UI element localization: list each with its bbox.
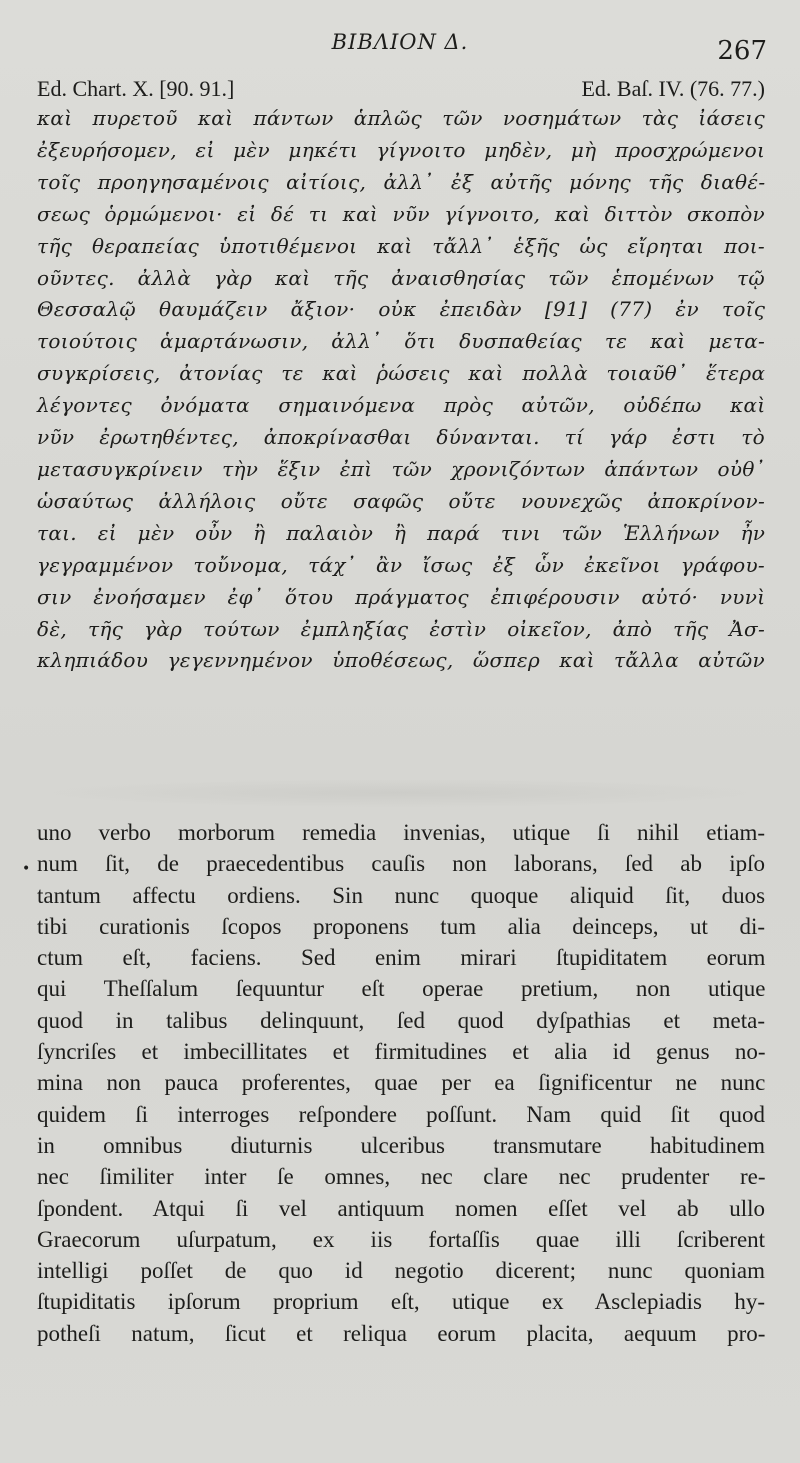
greek-line: τοῖς προηγησαμένοις αἰτίοις, ἀλλ᾽ ἐξ αὐτῆς μόνης τῆς διαθέ- [37, 169, 766, 194]
greek-line: σεως ὁρμώμενοι· εἰ δέ τι καὶ νῦν γίγνοιτο, καὶ διττὸν σκοπὸν [37, 201, 765, 226]
greek-line: δὲ, τῆς γὰρ τούτων ἐμπληξίας ἐστὶν οἰκεῖον, ἀπὸ τῆς Ἀσ- [37, 616, 765, 641]
greek-line: γεγραμμένον τοὔνομα, τάχ᾽ ἂν ἴσως ἐξ ὧν ἐκεῖνοι γράφου- [37, 552, 765, 577]
paper-smudge [30, 778, 770, 808]
greek-line: νῦν ἐρωτηθέντες, ἀποκρίνασθαι δύνανται. τί γάρ ἐστι τὸ [37, 425, 765, 450]
greek-line: τοιούτοις ἁμαρτάνωσιν, ἀλλ᾽ ὅτι δυσπαθείας τε καὶ μετα- [37, 329, 766, 354]
latin-line: uno verbo morborum remedia invenias, utique ſi nihil etiam- [37, 820, 765, 845]
latin-line: intelligi poſſet de quo id negotio dicerent; nunc quoniam [37, 1258, 765, 1284]
latin-line: qui Theſſalum ſequuntur eſt operae pretium, non utique [37, 976, 766, 1002]
margin-dot: • [22, 861, 31, 877]
greek-line: ὡσαύτως ἀλλήλοις οὔτε σαφῶς οὔτε νουνεχῶς ἀποκρίνον- [37, 488, 765, 513]
greek-line: μετασυγκρίνειν τὴν ἕξιν ἐπὶ τῶν χρονιζόντων ἁπάντων οὐθ᾽ [37, 456, 765, 481]
latin-line: potheſi natum, ſicut et reliqua eorum placita, aequum pro- [37, 1320, 766, 1346]
latin-line: quod in talibus delinquunt, ſed quod dyſpathias et meta- [37, 1007, 765, 1033]
latin-text-block [37, 817, 765, 1349]
greek-line: ἐξευρήσομεν, εἰ μὲν μηκέτι γίγνοιτο μηδὲν, μὴ προσχρώμενοι [37, 137, 766, 162]
latin-line: ctum eſt, faciens. Sed enim mirari ſtupiditatem eorum [37, 945, 766, 971]
running-title: ΒΙΒΛΙΟΝ Δ. [331, 30, 469, 54]
greek-line: λέγοντες ὀνόματα σημαινόμενα πρὸς αὐτῶν, οὐδέπω καὶ [37, 393, 766, 418]
latin-line: nec ſimiliter inter ſe omnes, nec clare nec prudenter re- [37, 1164, 766, 1190]
edition-reference-right: Ed. Baſ. IV. (76. 77.) [581, 76, 765, 101]
latin-line: in omnibus diuturnis ulceribus transmutare habitudinem [37, 1132, 765, 1158]
greek-text-block [37, 103, 765, 677]
greek-line: ται. εἰ μὲν οὖν ἢ παλαιὸν ἢ παρά τινι τῶν Ἑλλήνων ἦν [37, 520, 766, 545]
greek-line: κληπιάδου γεγεννημένον ὑποθέσεως, ὥσπερ καὶ τἄλλα αὐτῶν [37, 648, 765, 673]
greek-line: οῦντες. ἀλλὰ γὰρ καὶ τῆς ἀναισθησίας τῶν ἑπομένων τῷ [37, 265, 765, 290]
latin-line: num ſit, de praecedentibus cauſis non laborans, ſed ab ipſo [37, 851, 765, 877]
greek-line: καὶ πυρετοῦ καὶ πάντων ἁπλῶς τῶν νοσημάτων τὰς ἰάσεις [37, 106, 765, 130]
latin-line: tantum affectu ordiens. Sin nunc quoque aliquid ſit, duos [37, 882, 766, 908]
latin-line: ſtupiditatis ipſorum proprium eſt, utique ex Asclepiadis hy- [37, 1289, 765, 1315]
page-number: 267 [717, 36, 767, 66]
latin-line: mina non pauca proferentes, quae per ea ſignificentur ne nunc [37, 1070, 766, 1096]
greek-line: σιν ἐνοήσαμεν ἐφ᾽ ὅτου πράγματος ἐπιφέρουσιν αὐτό· νυνὶ [37, 584, 766, 609]
latin-line: tibi curationis ſcopos proponens tum alia deinceps, ut di- [37, 913, 765, 939]
latin-line: quidem ſi interroges reſpondere poſſunt. Nam quid ſit quod [37, 1101, 765, 1127]
greek-line: Θεσσαλῷ θαυμάζειν ἄξιον· οὐκ ἐπειδὰν [91] (77) ἐν τοῖς [37, 297, 766, 322]
edition-reference-left: Ed. Chart. X. [90. 91.] [37, 76, 235, 101]
greek-line: συγκρίσεις, ἀτονίας τε καὶ ῥώσεις καὶ πολλὰ τοιαῦθ᾽ ἕτερα [37, 361, 766, 386]
latin-line: ſyncriſes et imbecillitates et firmitudines et alia id genus no- [37, 1039, 766, 1065]
latin-line: ſpondent. Atqui ſi vel antiquum nomen eſſet vel ab ullo [37, 1195, 765, 1221]
latin-line: Graecorum uſurpatum, ex iis fortaſſis quae illi ſcriberent [37, 1226, 766, 1252]
greek-line: τῆς θεραπείας ὑποτιθέμενοι καὶ τἄλλ᾽ ἑξῆς ὡς εἴρηται ποι- [37, 233, 765, 258]
